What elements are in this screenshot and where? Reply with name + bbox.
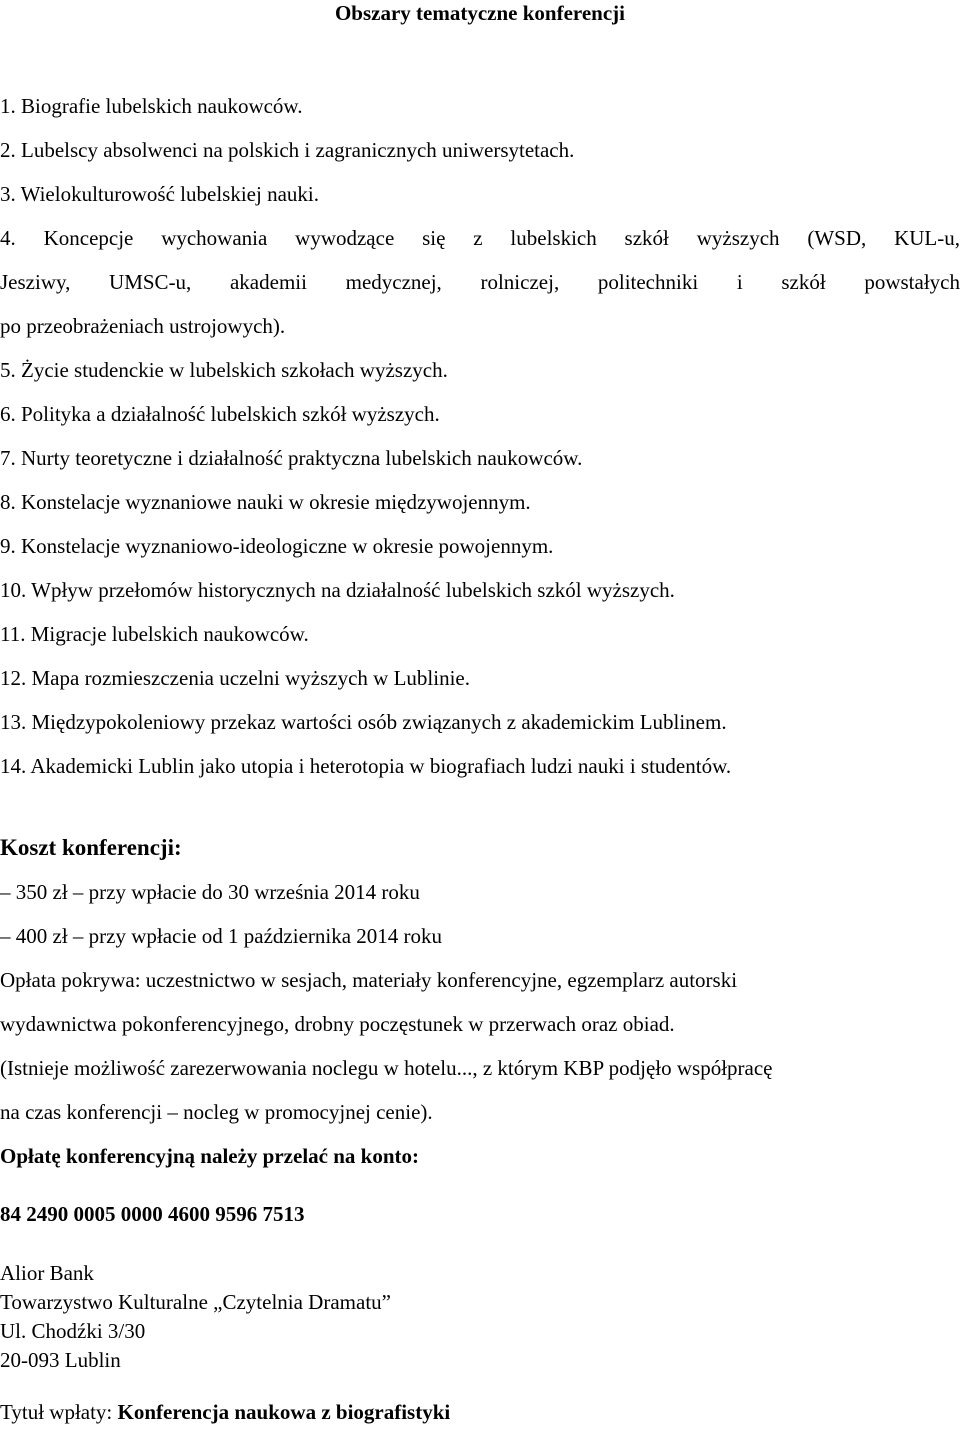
hotel-note-line: (Istnieje możliwość zarezerwowania noclegu w hotelu..., z którym KBP podjęło współpracę [0, 1056, 773, 1080]
cost-section [0, 826, 960, 1178]
list-item: 14. Akademicki Lublin jako utopia i heterotopia w biografiach ludzi nauki i studentów. [0, 754, 732, 778]
price-early: – 350 zł – przy wpłacie do 30 września 2014 roku [0, 880, 420, 904]
page-title: Obszary tematyczne konferencji [334, 1, 626, 25]
recipient-city: 20-093 Lublin [0, 1348, 121, 1372]
list-item: 1. Biografie lubelskich naukowców. [0, 94, 303, 118]
list-item-line: po przeobrażeniach ustrojowych). [0, 314, 286, 338]
list-item: 7. Nurty teoretyczne i działalność praktyczna lubelskich naukowców. [0, 446, 583, 470]
list-item [0, 216, 960, 348]
recipient-name: Towarzystwo Kulturalne „Czytelnia Dramatu” [0, 1290, 391, 1314]
list-item-line: Jesziwy, UMSC-u, akademii medycznej, rolniczej, politechniki i szkół powstałych [0, 270, 960, 294]
account-number-section [0, 1192, 960, 1236]
list-item: 5. Życie studenckie w lubelskich szkołach wyższych. [0, 358, 448, 382]
list-item: 13. Międzypokoleniowy przekaz wartości osób związanych z akademickim Lublinem. [0, 710, 727, 734]
account-number: 84 2490 0005 0000 4600 9596 7513 [0, 1202, 305, 1226]
list-item-line: 4. Koncepcje wychowania wywodzące się z lubelskich szkół wyższych (WSD, KUL-u, [0, 226, 960, 250]
price-late: – 400 zł – przy wpłacie od 1 października 2014 roku [0, 924, 443, 948]
list-item: 9. Konstelacje wyznaniowo-ideologiczne w okresie powojennym. [0, 534, 554, 558]
hotel-note-line: na czas konferencji – nocleg w promocyjnej cenie). [0, 1100, 433, 1124]
list-item: 11. Migracje lubelskich naukowców. [0, 622, 309, 646]
list-item: 10. Wpływ przełomów historycznych na działalność lubelskich szkól wyższych. [0, 578, 675, 602]
transfer-title-label: Tytuł wpłaty: [0, 1400, 113, 1424]
fee-covers-line: Opłata pokrywa: uczestnictwo w sesjach, materiały konferencyjne, egzemplarz autorski [0, 968, 738, 992]
transfer-title-value: Konferencja naukowa z biografistyki [117, 1400, 451, 1424]
cost-heading: Koszt konferencji: [0, 835, 182, 860]
fee-covers-line: wydawnictwa pokonferencyjnego, drobny poczęstunek w przerwach oraz obiad. [0, 1012, 675, 1036]
list-item: 6. Polityka a działalność lubelskich szkół wyższych. [0, 402, 440, 426]
transfer-heading: Opłatę konferencyjną należy przelać na konto: [0, 1144, 419, 1168]
list-item: 2. Lubelscy absolwenci na polskich i zagranicznych uniwersytetach. [0, 138, 575, 162]
transfer-title [0, 1396, 960, 1428]
topics-list [0, 84, 960, 788]
transfer-title-line [0, 1396, 960, 1428]
list-item: 3. Wielokulturowość lubelskiej nauki. [0, 182, 319, 206]
recipient-address [0, 1259, 960, 1375]
list-item: 8. Konstelacje wyznaniowe nauki w okresie międzywojennym. [0, 490, 531, 514]
list-item: 12. Mapa rozmieszczenia uczelni wyższych w Lublinie. [0, 666, 470, 690]
recipient-street: Ul. Chodźki 3/30 [0, 1319, 146, 1343]
bank-name: Alior Bank [0, 1261, 94, 1285]
